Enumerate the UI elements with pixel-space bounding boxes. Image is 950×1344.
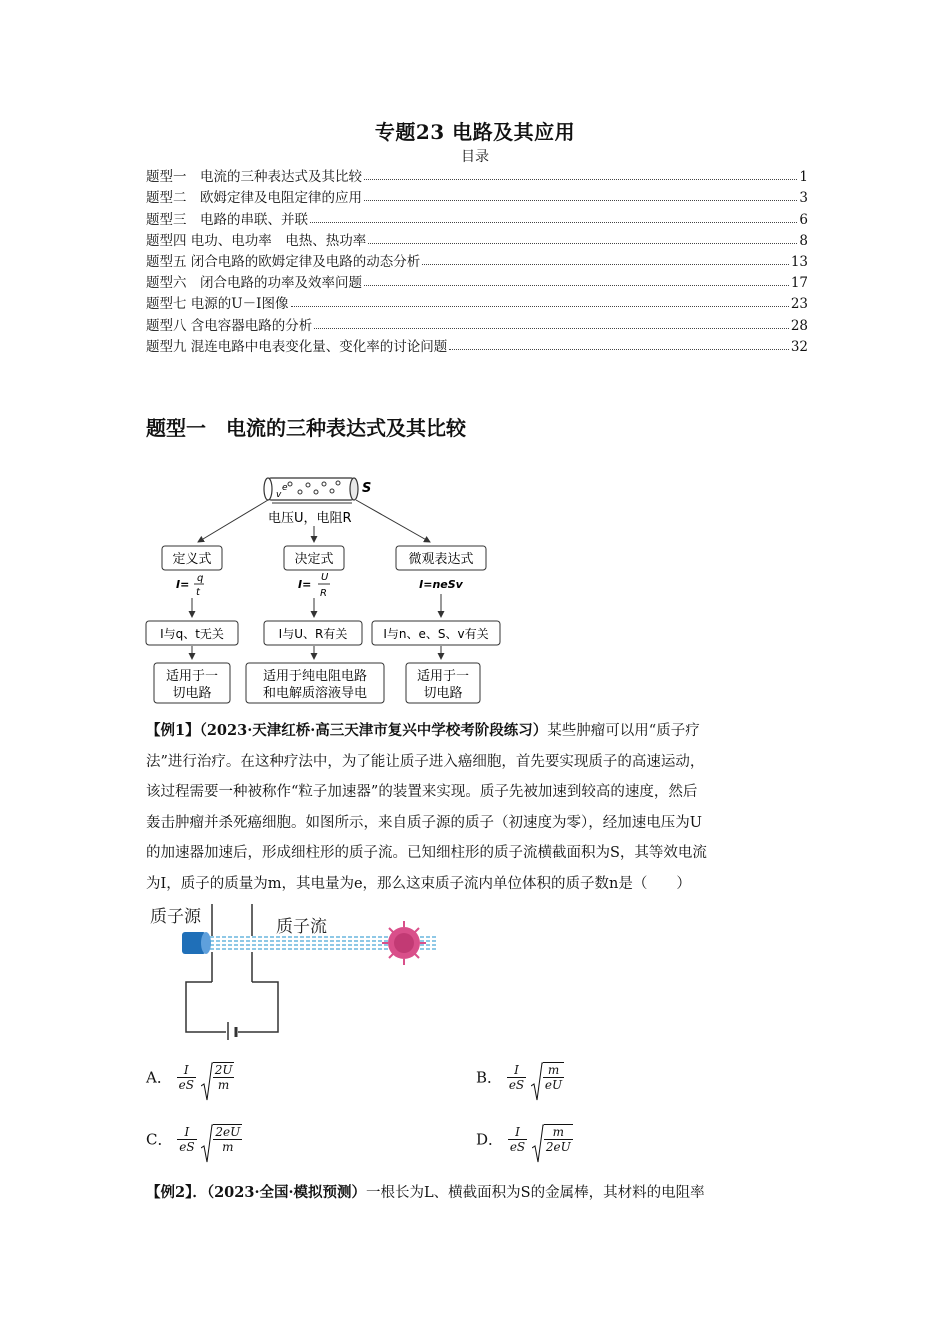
toc-item[interactable]: 题型六 闭合电路的功率及效率问题 17 <box>146 275 808 292</box>
option-d[interactable]: D． $\frac{I}{eS}$ $\frac{m}{2eU}$ <box>476 1124 573 1154</box>
svg-text:适用于一: 适用于一 <box>165 669 219 684</box>
table-of-contents <box>146 164 808 355</box>
svg-text:I=: I= <box>176 578 190 591</box>
example-1: 【例1】（2023·天津红桥·高三天津市复兴中学校考阶段练习）某些肿瘤可以用“质子疗 法”进行治疗。在这种疗法中，为了能让质子进入癌细胞，首先要实现质子的高速运动， 该过程需要一种被称作“粒子加速器”的装置来实现。质子先被加速到较高的速度，然后 轰击肿瘤并杀死癌细胞。如图所示，来自质子源的质子（初速度为零），经加速电压为U 的加速器加速后，形成细柱形的质子流。已知细柱形的质子流横截面积为S，其等效电流 为I，质子的质量为m，其电量为e，那么这束质子流内单位体积的质子数n是（ ） <box>146 722 707 892</box>
option-c[interactable]: C． $\frac{I}{eS}$ $\frac{2eU}{m}$ <box>146 1124 242 1154</box>
example-tag: 【例2】． <box>146 1184 207 1201</box>
svg-text:R: R <box>320 588 327 599</box>
proton-source-label: 质子源 <box>150 907 201 927</box>
option-b[interactable]: B． $\frac{I}{eS}$ $\frac{m}{eU}$ <box>476 1062 564 1092</box>
svg-text:t: t <box>196 587 200 598</box>
toc-item[interactable]: 题型五 闭合电路的欧姆定律及电路的动态分析 13 <box>146 253 808 270</box>
svg-text:微观表达式: 微观表达式 <box>408 552 474 567</box>
svg-text:决定式: 决定式 <box>294 552 334 567</box>
current-expressions-diagram <box>140 470 520 710</box>
velocity-label: v <box>276 490 282 500</box>
svg-text:切电路: 切电路 <box>423 686 463 701</box>
svg-text:I与n、e、S、v有关: I与n、e、S、v有关 <box>383 627 489 641</box>
section-heading: 题型一 电流的三种表达式及其比较 <box>146 416 466 440</box>
document-title: 专题23 电路及其应用 <box>374 120 576 144</box>
tumor-cell-icon <box>382 921 426 965</box>
svg-text:q: q <box>197 573 204 584</box>
svg-text:I与U、R有关: I与U、R有关 <box>278 627 348 641</box>
svg-text:U: U <box>321 572 329 583</box>
example-tag: 【例1】 <box>146 722 200 739</box>
proton-stream-label: 质子流 <box>276 917 327 937</box>
proton-accelerator-diagram <box>146 900 446 1040</box>
svg-text:定义式: 定义式 <box>172 552 212 567</box>
svg-text:切电路: 切电路 <box>172 686 212 701</box>
svg-text:I=neSv: I=neSv <box>419 578 463 591</box>
toc-item[interactable]: 题型八 含电容器电路的分析 28 <box>146 317 808 334</box>
example-source: （2023·全国·模拟预测） <box>206 1184 367 1201</box>
diagram-caption: 电压U，电阻R <box>268 511 352 526</box>
option-a[interactable]: A． $\frac{I}{eS}$ $\frac{2U}{m}$ <box>146 1062 234 1092</box>
conductor-tube <box>264 478 371 503</box>
toc-item[interactable]: 题型二 欧姆定律及电阻定律的应用 3 <box>146 190 808 207</box>
toc-item[interactable]: 题型九 混连电路中电表变化量、变化率的讨论问题 32 <box>146 338 808 355</box>
toc-heading: 目录 <box>461 149 489 165</box>
toc-item[interactable]: 题型四 电功、电功率 电热、热功率 8 <box>146 232 808 249</box>
toc-item[interactable]: 题型一 电流的三种表达式及其比较 1 <box>146 169 808 186</box>
example-source: （2023·天津红桥·高三天津市复兴中学校考阶段练习） <box>199 722 548 739</box>
area-label: S <box>362 481 372 496</box>
svg-text:适用于纯电阻电路: 适用于纯电阻电路 <box>262 669 368 684</box>
svg-text:I=: I= <box>298 578 312 591</box>
svg-text:和电解质溶液导电: 和电解质溶液导电 <box>262 686 368 701</box>
example-2: 【例2】．（2023·全国·模拟预测）一根长为L、横截面积为S的金属棒，其材料的电阻率 <box>146 1184 705 1201</box>
svg-text:适用于一: 适用于一 <box>416 669 470 684</box>
svg-text:I与q、t无关: I与q、t无关 <box>160 627 224 641</box>
electron-label: e <box>282 483 288 493</box>
toc-item[interactable]: 题型七 电源的U－I图像 23 <box>146 296 808 313</box>
toc-item[interactable]: 题型三 电路的串联、并联 6 <box>146 211 808 228</box>
